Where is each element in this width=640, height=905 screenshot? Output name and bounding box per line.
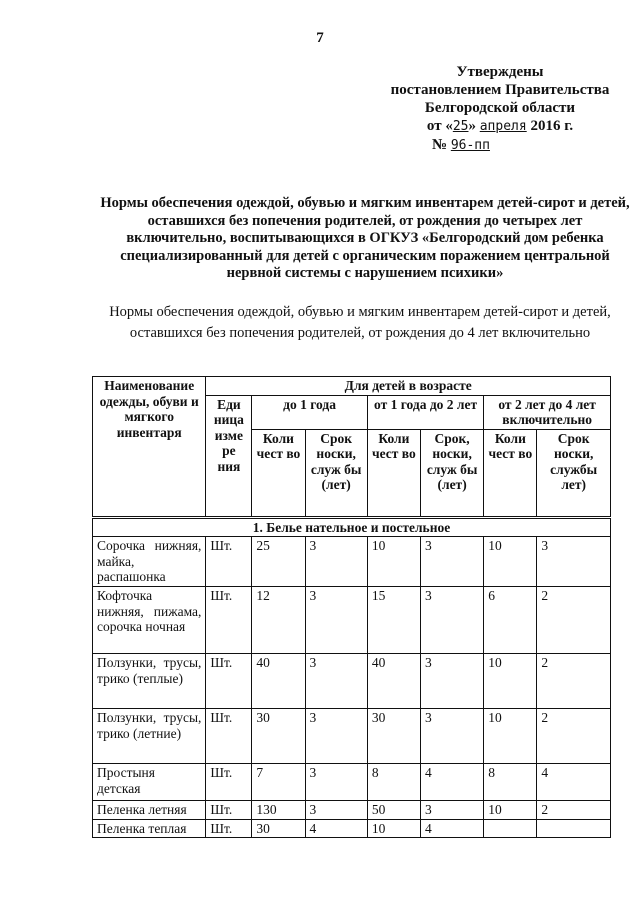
table-row: [93, 819, 611, 838]
date-prefix: от «: [426, 118, 453, 134]
table-row: [93, 801, 611, 820]
header-group-2: от 1 года до 2 лет: [367, 395, 483, 429]
cell-q2: 15: [367, 587, 420, 654]
cell-q2: 30: [367, 709, 420, 764]
number-value: 96-пп: [450, 138, 490, 153]
document-title: Нормы обеспечения одеждой, обувью и мягким инвентарем детей-сирот и детей, оставшихся без попечения родителей, от рождения до четырех лет включительно, воспитывающихся в ОГКУЗ «Белгородский дом ребенка специализированный для детей с органическим поражением центральной нервной системы с нарушением психики»: [100, 195, 630, 281]
section-row: [93, 517, 611, 537]
cell-t2: 3: [420, 537, 483, 587]
header-qty-3: Коли чест во: [484, 429, 537, 517]
section-title: 1. Белье нательное и постельное: [93, 517, 611, 537]
date-month: апреля: [479, 119, 527, 134]
cell-q2: 10: [367, 819, 420, 838]
cell-t3: 2: [537, 709, 611, 764]
cell-q3: 10: [484, 709, 537, 764]
cell-name: Ползунки, трусы, трико (теплые): [93, 654, 206, 709]
cell-q1: 12: [252, 587, 305, 654]
cell-unit: Шт.: [206, 764, 252, 801]
cell-t2: 4: [420, 819, 483, 838]
cell-name: Простыня детская: [93, 764, 206, 801]
table-row: [93, 709, 611, 764]
cell-name: Ползунки, трусы, трико (летние): [93, 709, 206, 764]
cell-q1: 7: [252, 764, 305, 801]
cell-t3: 2: [537, 654, 611, 709]
cell-unit: Шт.: [206, 819, 252, 838]
cell-t2: 3: [420, 587, 483, 654]
approval-line-3: Белгородской области: [424, 100, 576, 116]
cell-q1: 40: [252, 654, 305, 709]
cell-unit: Шт.: [206, 654, 252, 709]
header-term-2: Срок, носки, служ бы (лет): [420, 429, 483, 517]
cell-q3: 10: [484, 654, 537, 709]
date-day: 25: [452, 119, 469, 134]
cell-t1: 4: [305, 819, 367, 838]
cell-unit: Шт.: [206, 709, 252, 764]
number-prefix: №: [432, 137, 451, 153]
document-subtitle: Нормы обеспечения одеждой, обувью и мягким инвентарем детей-сирот и детей, оставшихся без попечения родителей, от рождения до 4 лет включительно: [109, 304, 611, 341]
approval-number: [380, 136, 620, 155]
header-term-1: Срок носки, служ бы (лет): [305, 429, 367, 517]
cell-q2: 10: [367, 537, 420, 587]
cell-q1: 30: [252, 819, 305, 838]
cell-t2: 3: [420, 709, 483, 764]
table-row: [93, 587, 611, 654]
cell-q2: 8: [367, 764, 420, 801]
cell-unit: Шт.: [206, 587, 252, 654]
table-row: [93, 654, 611, 709]
approval-line-2: постановлением Правительства: [390, 82, 610, 98]
approval-date: [380, 117, 620, 136]
cell-q2: 50: [367, 801, 420, 820]
cell-t1: 3: [305, 587, 367, 654]
header-unit: Еди ница изме ре ния: [206, 395, 252, 517]
cell-q3: 10: [484, 801, 537, 820]
cell-t2: 4: [420, 764, 483, 801]
cell-t3: 3: [537, 537, 611, 587]
cell-name: Пеленка теплая: [93, 819, 206, 838]
header-name: Наименование одежды, обуви и мягкого инвентаря: [93, 377, 206, 518]
table-row: [93, 537, 611, 587]
cell-t1: 3: [305, 537, 367, 587]
norms-table: [92, 376, 611, 838]
cell-name: Кофточка нижняя, пижама, сорочка ночная: [93, 587, 206, 654]
table-body: [93, 537, 611, 838]
cell-t2: 3: [420, 654, 483, 709]
date-year: 2016 г.: [526, 118, 574, 134]
cell-unit: Шт.: [206, 537, 252, 587]
cell-q1: 130: [252, 801, 305, 820]
cell-t1: 3: [305, 764, 367, 801]
header-group-3: от 2 лет до 4 лет включительно: [484, 395, 611, 429]
cell-t1: 3: [305, 709, 367, 764]
page-number: 7: [316, 30, 324, 46]
cell-t1: 3: [305, 654, 367, 709]
cell-name: Пеленка летняя: [93, 801, 206, 820]
approval-block: [380, 63, 620, 155]
cell-t3: [537, 819, 611, 838]
table-row: [93, 764, 611, 801]
cell-t3: 4: [537, 764, 611, 801]
header-qty-2: Коли чест во: [367, 429, 420, 517]
cell-q3: 6: [484, 587, 537, 654]
cell-q1: 30: [252, 709, 305, 764]
cell-q3: 8: [484, 764, 537, 801]
header-qty-1: Коли чест во: [252, 429, 305, 517]
cell-t1: 3: [305, 801, 367, 820]
cell-unit: Шт.: [206, 801, 252, 820]
header-row-1: [93, 377, 611, 396]
cell-t3: 2: [537, 801, 611, 820]
cell-t2: 3: [420, 801, 483, 820]
cell-q2: 40: [367, 654, 420, 709]
date-mid: »: [468, 118, 480, 134]
approval-line-1: Утверждены: [456, 64, 544, 80]
cell-q3: 10: [484, 537, 537, 587]
header-age-group: Для детей в возрасте: [206, 377, 611, 396]
cell-t3: 2: [537, 587, 611, 654]
cell-q1: 25: [252, 537, 305, 587]
header-term-3: Срок носки, службы лет): [537, 429, 611, 517]
cell-q3: [484, 819, 537, 838]
header-group-1: до 1 года: [252, 395, 367, 429]
cell-name: Сорочка нижняя, майка, распашонка: [93, 537, 206, 587]
